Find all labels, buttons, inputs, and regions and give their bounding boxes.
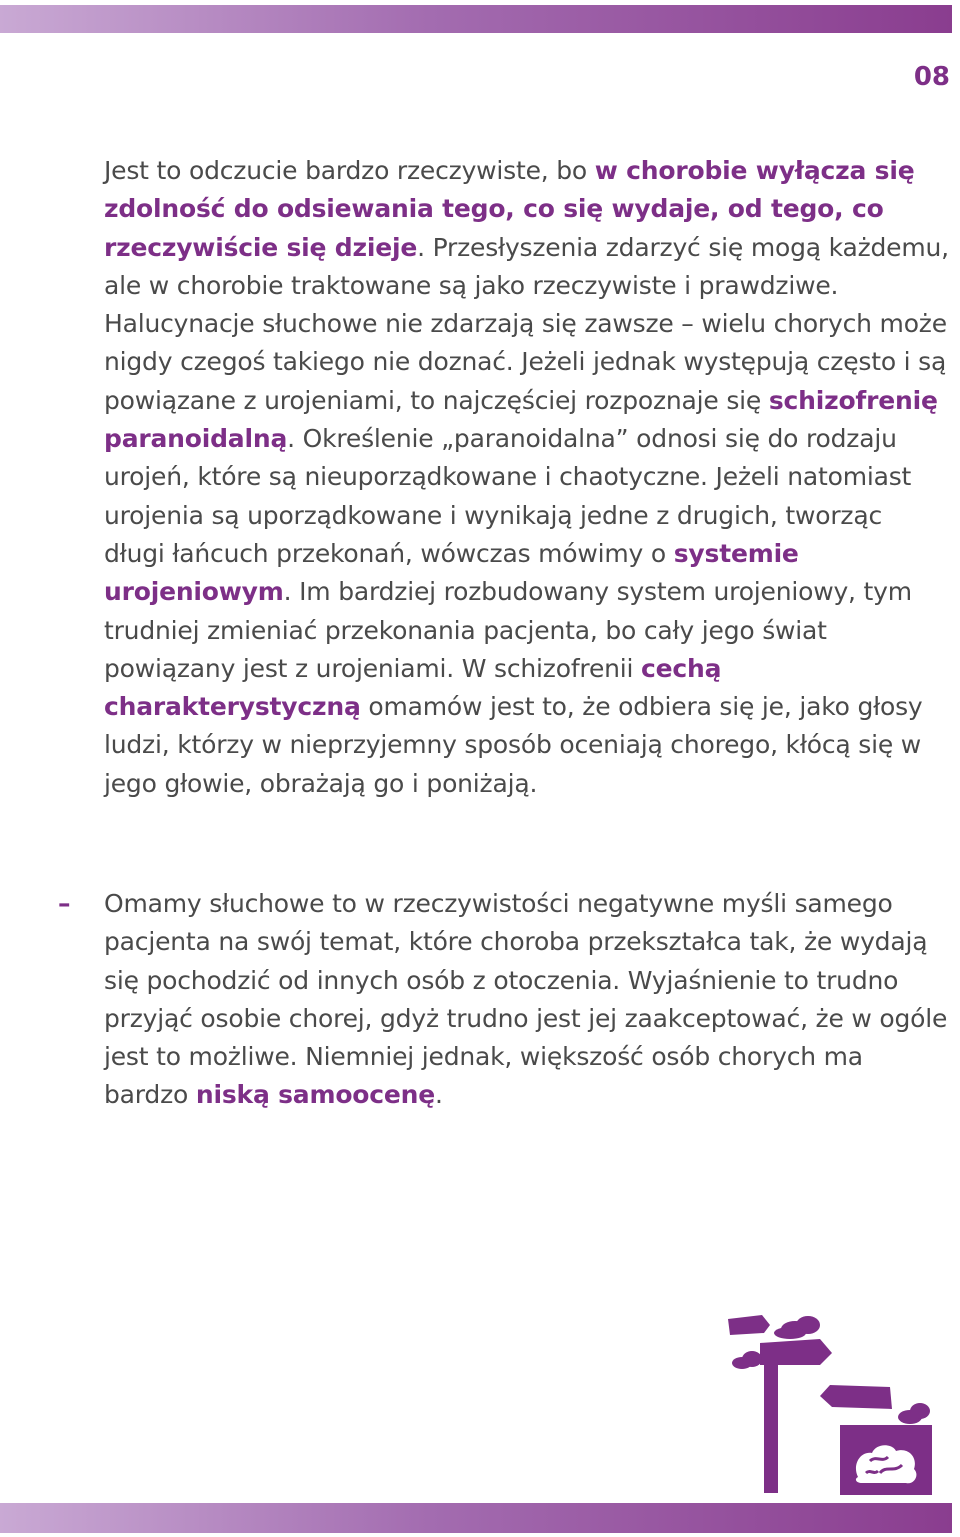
top-decorative-bar xyxy=(0,5,952,33)
signpost-icon xyxy=(720,1305,940,1500)
highlight-text: niską samoocenę xyxy=(195,1080,436,1110)
text-segment: omamów jest to, że odbiera się je, jako głosy ludzi, którzy w nieprzyjemny sposób oceniają chorego, kłócą się w jego głowie, obrażają go i poniżają. xyxy=(104,692,923,798)
text-segment: Omamy słuchowe to w rzeczywistości negatywne myśli samego pacjenta na swój temat, które choroba przekształca tak, że wydają się pochodzić od innych osób z otoczenia. Wyjaśnienie to trudno przyjąć osobie chorej, gdyż trudno jest jej zaakceptować, że w ogóle jest to możliwe. Niemniej jednak, większość osób chorych ma bardzo xyxy=(104,889,948,1110)
highlight-text: w chorobie wyłącza się zdolność do odsiewania tego, co się wydaje, od tego, co rzeczywiście się dzieje xyxy=(104,156,915,262)
page-number: 08 xyxy=(913,62,950,92)
paragraph-2 xyxy=(104,885,950,1115)
bottom-decorative-bar xyxy=(0,1503,952,1533)
text-segment: . Określenie „paranoidalna” odnosi się do rodzaju urojeń, które są nieuporządkowane i chaotyczne. Jeżeli natomiast urojenia są uporządkowane i wynikają jedne z drugich, tworząc długi łańcuch przekonań, wówczas mówimy o xyxy=(104,424,912,568)
paragraph-1 xyxy=(104,152,950,803)
highlight-text: schizofrenię paranoidalną xyxy=(104,385,938,454)
text-segment: . xyxy=(435,1080,443,1110)
list-dash: – xyxy=(58,889,71,918)
text-segment: Jest to odczucie bardzo rzeczywiste, bo xyxy=(104,156,595,185)
text-segment: . Przesłyszenia zdarzyć się mogą każdemu, ale w chorobie traktowane są jako rzeczywiste i prawdziwe. Halucynacje słuchowe nie zdarzają się zawsze – wielu chorych może nigdy czegoś takiego nie doznać. Jeżeli jednak występują często i są powiązane z urojeniami, to najczęściej rozpoznaje się xyxy=(104,232,949,415)
brain-icon xyxy=(840,1425,932,1495)
highlight-text: cechą charakterystyczną xyxy=(104,653,722,722)
text-segment: . Im bardziej rozbudowany system urojeniowy, tym trudniej zmieniać przekonania pacjenta, bo cały jego świat powiązany jest z urojeniami. W schizofrenii xyxy=(104,577,912,683)
highlight-text: systemie urojeniowym xyxy=(104,538,799,607)
